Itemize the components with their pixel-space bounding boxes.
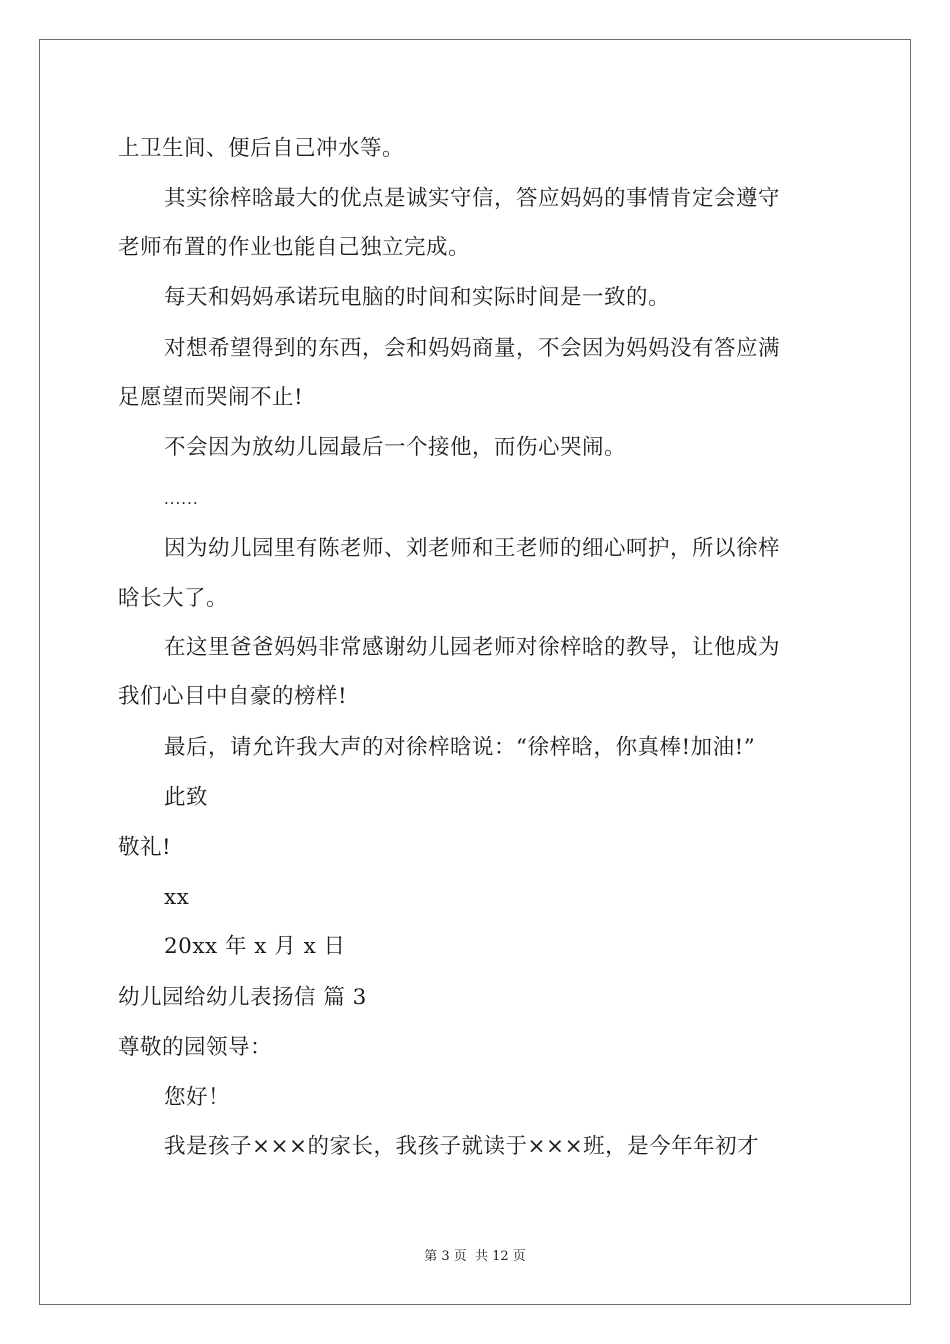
page-number: 第 3 页	[424, 1249, 467, 1264]
date-line: 20xx 年 x 月 x 日	[164, 934, 346, 959]
greeting: 您好！	[164, 1085, 231, 1110]
ellipsis-line: ······	[164, 494, 199, 512]
page-footer	[0, 1248, 950, 1266]
closing-regards: 敬礼!	[118, 835, 172, 860]
closing-salutation: 此致	[164, 785, 209, 810]
paragraph-line: 在这里爸爸妈妈非常感谢幼儿园老师对徐梓晗的教导，让他成为	[164, 635, 781, 660]
paragraph-line: 对想希望得到的东西，会和妈妈商量，不会因为妈妈没有答应满	[164, 336, 781, 361]
paragraph-line: 晗长大了。	[118, 586, 229, 611]
page-total: 共 12 页	[474, 1249, 526, 1264]
letter-salutation: 尊敬的园领导：	[118, 1035, 273, 1060]
paragraph-line: 因为幼儿园里有陈老师、刘老师和王老师的细心呵护，所以徐梓	[164, 536, 781, 561]
paragraph-line: 老师布置的作业也能自己独立完成。	[118, 235, 471, 260]
paragraph-line: 每天和妈妈承诺玩电脑的时间和实际时间是一致的。	[164, 285, 671, 310]
paragraph-line: 上卫生间、便后自己冲水等。	[118, 136, 405, 161]
paragraph-line: 最后，请允许我大声的对徐梓晗说：“徐梓晗，你真棒!加油!”	[164, 735, 756, 760]
page-border	[39, 39, 911, 1305]
signature: xx	[164, 885, 190, 910]
paragraph-line: 足愿望而哭闹不止!	[118, 385, 304, 410]
paragraph-line: 我们心目中自豪的榜样!	[118, 684, 348, 709]
paragraph-line: 我是孩子×××的家长，我孩子就读于×××班，是今年年初才	[164, 1134, 760, 1159]
paragraph-line: 其实徐梓晗最大的优点是诚实守信，答应妈妈的事情肯定会遵守	[164, 186, 781, 211]
section-heading: 幼儿园给幼儿表扬信 篇 3	[118, 985, 367, 1010]
paragraph-line: 不会因为放幼儿园最后一个接他，而伤心哭闹。	[164, 435, 627, 460]
